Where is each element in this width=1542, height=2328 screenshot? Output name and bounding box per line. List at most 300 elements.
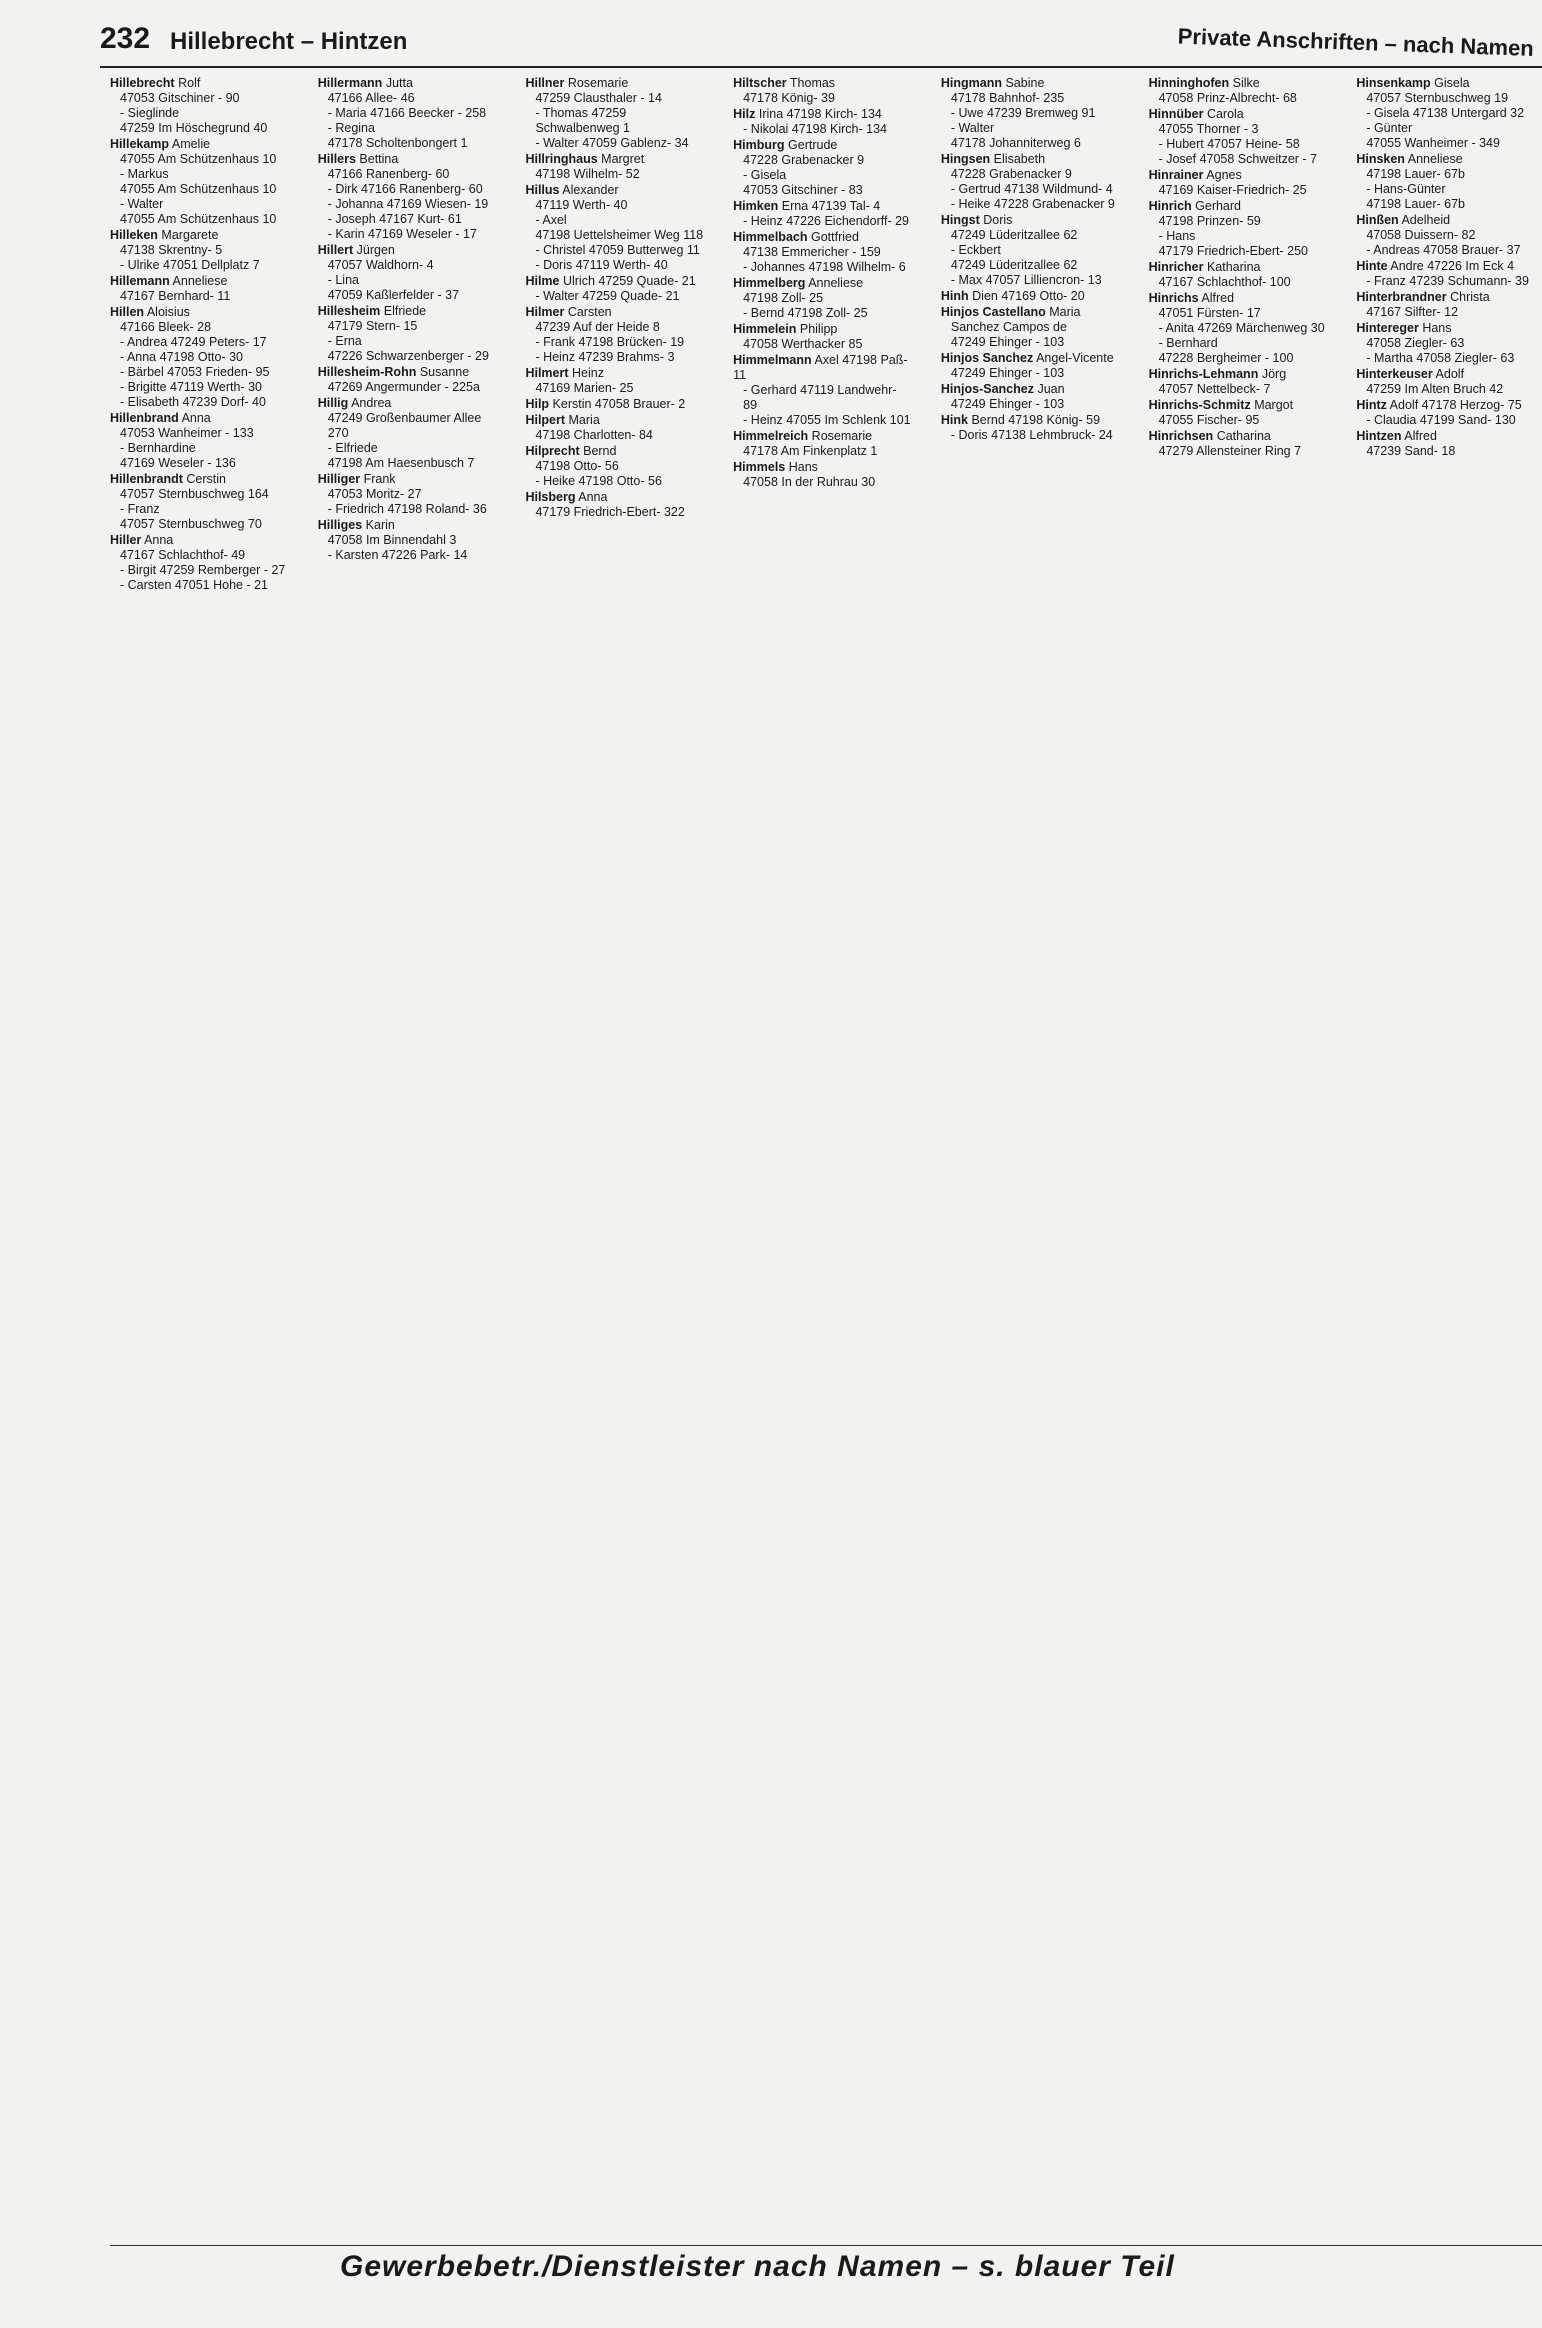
entry-firstname: Andrea (351, 396, 392, 410)
entry-firstname: Adolf 47178 Herzog- 75 (1389, 398, 1522, 412)
entry-firstname: Amelie (171, 137, 211, 151)
entry-address-line: 47198 Prinzen- 59 (1158, 214, 1261, 228)
entry-address-line: - Franz (120, 502, 160, 516)
entry-address-line: - Bernd 47198 Zoll- 25 (743, 306, 868, 320)
entry-address-line: 47053 Wanheimer - 133 (120, 426, 254, 440)
entry-address-line: 47169 Weseler - 136 (120, 456, 236, 470)
entry-address-line: 47057 Sternbuschweg 19 (1366, 91, 1509, 105)
entry-address-line: 47178 Bahnhof- 235 (950, 91, 1065, 105)
entry-surname: Hillus (525, 183, 560, 197)
directory-entry (941, 382, 1119, 412)
entry-firstname: Irina 47198 Kirch- 134 (758, 107, 882, 121)
directory-entry (941, 152, 1119, 212)
entry-address-line: 47198 Lauer- 67b (1366, 167, 1466, 181)
entry-surname: Hingsen (940, 152, 991, 166)
directory-entry (525, 305, 703, 365)
entry-address-line: 47228 Bergheimer - 100 (1158, 351, 1294, 365)
entry-surname: Hinrichs (1148, 291, 1199, 305)
entry-surname: Himmelreich (733, 429, 809, 443)
entry-address-line: 47051 Fürsten- 17 (1158, 306, 1261, 320)
entry-firstname: Rosemarie (567, 76, 629, 90)
entry-address-line: 47179 Friedrich-Ebert- 250 (1158, 244, 1308, 258)
entry-address-line: - Sieglinde (120, 106, 180, 120)
entry-surname: Hillenbrandt (110, 472, 183, 486)
entry-firstname: Anneliese (808, 276, 864, 290)
entry-address-line: 47058 Im Binnendahl 3 (327, 533, 457, 547)
entry-surname: Hinjos Sanchez (940, 351, 1034, 365)
entry-address-line: 47057 Sternbuschweg 70 (120, 517, 262, 531)
directory-entry (941, 351, 1119, 381)
entry-surname: Hinrichs-Schmitz (1148, 398, 1251, 412)
entry-surname: Hinricher (1148, 260, 1204, 274)
entry-surname: Himmelmann (733, 353, 812, 367)
entry-firstname: Elisabeth (993, 152, 1046, 166)
entry-address-line: 47167 Bernhard- 11 (120, 289, 231, 303)
entry-firstname: Margarete (161, 228, 219, 242)
directory-entry (318, 152, 496, 242)
entry-address-line: 47167 Schlachthof- 100 (1158, 275, 1291, 289)
directory-entry (941, 76, 1119, 151)
entry-address-line: 47058 Duissern- 82 (1366, 228, 1476, 242)
entry-surname: Hinsenkamp (1356, 76, 1431, 90)
directory-entry (1356, 429, 1534, 459)
directory-entry (733, 138, 911, 198)
entry-address-line: 47249 Ehinger - 103 (950, 335, 1065, 349)
entry-firstname: Christa (1450, 290, 1490, 304)
entry-firstname: Angel-Vicente (1036, 351, 1114, 365)
directory-entry (525, 76, 703, 151)
entry-address-line: - Axel (535, 213, 567, 227)
entry-firstname: Agnes (1206, 168, 1242, 182)
entry-address-line: - Walter 47059 Gablenz- 34 (535, 136, 689, 150)
entry-address-line: 47259 Im Alten Bruch 42 (1366, 382, 1504, 396)
entry-address-line: - Birgit 47259 Remberger - 27 (120, 563, 286, 577)
entry-firstname: Erna 47139 Tal- 4 (781, 199, 881, 213)
footer-note: Gewerbebetr./Dienstleister nach Namen – s. blauer Teil (340, 2250, 1175, 2283)
entry-firstname: Alfred (1404, 429, 1437, 443)
entry-firstname: Katharina (1206, 260, 1261, 274)
entry-surname: Hillig (317, 396, 349, 410)
entry-address-line: - Elfriede (327, 441, 378, 455)
entry-address-line: - Maria 47166 Beecker - 258 (327, 106, 487, 120)
entry-address-line: 47166 Allee- 46 (327, 91, 415, 105)
entry-surname: Hilliges (317, 518, 363, 532)
entry-surname: Hinrichs-Lehmann (1148, 367, 1259, 381)
directory-entry (941, 305, 1119, 350)
directory-entry (733, 353, 911, 428)
directory-column (110, 76, 288, 2218)
entry-surname: Hingmann (940, 76, 1002, 90)
entry-firstname: Anna (144, 533, 174, 547)
entry-surname: Hilsberg (525, 490, 576, 504)
directory-entry (110, 305, 288, 410)
directory-entry (733, 276, 911, 321)
entry-surname: Hingst (940, 213, 980, 227)
entry-address-line: - Hans-Günter (1366, 182, 1446, 196)
directory-entry (1356, 367, 1534, 397)
entry-address-line: 47228 Grabenacker 9 (743, 153, 865, 167)
entry-surname: Hilliger (317, 472, 361, 486)
directory-entry (318, 304, 496, 364)
entry-address-line: - Max 47057 Lilliencron- 13 (950, 273, 1102, 287)
directory-entry (1149, 199, 1327, 259)
entry-surname: Himburg (733, 138, 785, 152)
directory-entry (110, 137, 288, 227)
entry-address-line: - Heinz 47055 Im Schlenk 101 (743, 413, 911, 427)
directory-entry (1356, 213, 1534, 258)
entry-firstname: Anna (181, 411, 211, 425)
entry-address-line: Sanchez Campos de (950, 320, 1067, 334)
entry-address-line: - Brigitte 47119 Werth- 30 (120, 380, 262, 394)
directory-entry (733, 199, 911, 229)
entry-address-line: - Heinz 47239 Brahms- 3 (535, 350, 675, 364)
directory-entry (941, 289, 1119, 304)
entry-surname: Himmels (733, 460, 786, 474)
entry-address-line: 47167 Schlachthof- 49 (120, 548, 246, 562)
entry-firstname: Adelheid (1401, 213, 1451, 227)
entry-address-line: - Ulrike 47051 Dellplatz 7 (120, 258, 260, 272)
directory-entry (110, 411, 288, 471)
entry-surname: Himken (733, 199, 779, 213)
directory-entry (525, 366, 703, 396)
entry-address-line: - Eckbert (950, 243, 1001, 257)
entry-address-line: 47198 Am Haesenbusch 7 (327, 456, 475, 470)
entry-address-line: 47259 Clausthaler - 14 (535, 91, 662, 105)
entry-firstname: Maria (1049, 305, 1081, 319)
entry-address-line: - Gerhard 47119 Landwehr- 89 (743, 383, 897, 412)
entry-address-line: 47055 Am Schützenhaus 10 (120, 182, 277, 196)
entry-address-line: 47055 Fischer- 95 (1158, 413, 1260, 427)
entry-surname: Hinrichsen (1148, 429, 1214, 443)
entry-address-line: 47058 In der Ruhrau 30 (743, 475, 876, 489)
entry-surname: Hillesheim-Rohn (317, 365, 417, 379)
entry-surname: Hillers (317, 152, 356, 166)
entry-address-line: - Doris 47119 Werth- 40 (535, 258, 668, 272)
directory-entry (1356, 76, 1534, 151)
entry-address-line: - Heike 47198 Otto- 56 (535, 474, 662, 488)
entry-firstname: Jörg (1261, 367, 1287, 381)
entry-surname: Himmelein (733, 322, 797, 336)
entry-firstname: Alexander (562, 183, 619, 197)
directory-entry (525, 183, 703, 273)
entry-surname: Hinßen (1356, 213, 1399, 227)
directory-entry (1149, 168, 1327, 198)
entry-address-line: 47053 Gitschiner - 83 (743, 183, 863, 197)
entry-surname: Hillebrecht (110, 76, 175, 90)
entry-surname: Hinsken (1356, 152, 1405, 166)
entry-address-line: - Erna (327, 334, 362, 348)
directory-entry (318, 472, 496, 517)
entry-surname: Hillner (525, 76, 565, 90)
entry-firstname: Gisela (1434, 76, 1470, 90)
directory-entry (1149, 260, 1327, 290)
entry-firstname: Cerstin (186, 472, 226, 486)
directory-column (1149, 76, 1327, 2218)
directory-entry (525, 397, 703, 412)
entry-surname: Hiltscher (733, 76, 787, 90)
entry-firstname: Margret (601, 152, 645, 166)
entry-address-line: 47059 Kaßlerfelder - 37 (327, 288, 460, 302)
directory-entry (733, 76, 911, 106)
entry-firstname: Andre 47226 Im Eck 4 (1390, 259, 1515, 273)
entry-address-line: - Nikolai 47198 Kirch- 134 (743, 122, 887, 136)
entry-address-line: - Doris 47138 Lehmbruck- 24 (950, 428, 1113, 442)
entry-firstname: Aloisius (146, 305, 190, 319)
entry-address-line: - Andreas 47058 Brauer- 37 (1366, 243, 1521, 257)
entry-address-line: - Thomas 47259 Schwalbenweg 1 (535, 106, 630, 135)
entry-surname: Hilmert (525, 366, 569, 380)
directory-column (525, 76, 703, 2218)
directory-columns (110, 76, 1534, 2218)
directory-entry (1356, 259, 1534, 289)
directory-column (733, 76, 911, 2218)
entry-firstname: Carsten (567, 305, 612, 319)
entry-firstname: Karin (365, 518, 395, 532)
entry-firstname: Margot (1254, 398, 1294, 412)
entry-address-line: 47178 Scholtenbongert 1 (327, 136, 468, 150)
entry-firstname: Jürgen (356, 243, 395, 257)
directory-entry (733, 322, 911, 352)
directory-entry (733, 460, 911, 490)
entry-firstname: Heinz (572, 366, 604, 380)
entry-surname: Hilmer (525, 305, 565, 319)
entry-firstname: Adolf (1435, 367, 1465, 381)
entry-firstname: Anna (578, 490, 608, 504)
page-footer (110, 2245, 1542, 2286)
entry-surname: Hinh (940, 289, 969, 303)
entry-address-line: 47057 Nettelbeck- 7 (1158, 382, 1271, 396)
entry-firstname: Maria (568, 413, 600, 427)
directory-entry (318, 396, 496, 471)
entry-address-line: 47058 Werthacker 85 (743, 337, 863, 351)
entry-address-line: 47166 Bleek- 28 (120, 320, 212, 334)
entry-firstname: Susanne (419, 365, 470, 379)
entry-address-line: - Karsten 47226 Park- 14 (327, 548, 468, 562)
entry-firstname: Sabine (1005, 76, 1045, 90)
entry-address-line: 47178 Am Finkenplatz 1 (743, 444, 878, 458)
entry-surname: Hinnüber (1148, 107, 1204, 121)
directory-entry (1149, 291, 1327, 366)
directory-entry (110, 228, 288, 273)
entry-firstname: Hans (788, 460, 818, 474)
entry-address-line: - Walter (120, 197, 164, 211)
entry-firstname: Bettina (359, 152, 399, 166)
entry-address-line: 47269 Angermunder - 225a (327, 380, 480, 394)
entry-address-line: 47053 Gitschiner - 90 (120, 91, 240, 105)
entry-address-line: - Martha 47058 Ziegler- 63 (1366, 351, 1515, 365)
directory-entry (318, 518, 496, 563)
entry-address-line: 47198 Zoll- 25 (743, 291, 824, 305)
entry-firstname: Silke (1232, 76, 1260, 90)
page-header (100, 18, 1542, 68)
entry-address-line: 47119 Werth- 40 (535, 198, 628, 212)
entry-surname: Himmelberg (733, 276, 806, 290)
entry-address-line: 47249 Ehinger - 103 (950, 366, 1065, 380)
entry-surname: Hinninghofen (1148, 76, 1230, 90)
entry-address-line: 47057 Sternbuschweg 164 (120, 487, 269, 501)
entry-address-line: - Anna 47198 Otto- 30 (120, 350, 244, 364)
entry-surname: Hilz (733, 107, 756, 121)
entry-address-line: 47259 Im Höschegrund 40 (120, 121, 268, 135)
entry-address-line: - Walter 47259 Quade- 21 (535, 289, 680, 303)
entry-firstname: Hans (1422, 321, 1452, 335)
entry-address-line: - Joseph 47167 Kurt- 61 (327, 212, 462, 226)
directory-entry (318, 243, 496, 303)
entry-firstname: Gertrude (788, 138, 838, 152)
directory-entry (1149, 429, 1327, 459)
directory-entry (318, 76, 496, 151)
entry-address-line: 47249 Großenbaumer Allee 270 (327, 411, 482, 440)
directory-entry (110, 472, 288, 532)
entry-address-line: - Walter (950, 121, 995, 135)
directory-entry (1356, 152, 1534, 212)
entry-address-line: - Gertrud 47138 Wildmund- 4 (950, 182, 1113, 196)
entry-address-line: - Dirk 47166 Ranenberg- 60 (327, 182, 483, 196)
entry-surname: Hilme (525, 274, 560, 288)
directory-entry (525, 490, 703, 520)
entry-surname: Hillert (317, 243, 354, 257)
entry-address-line: 47138 Skrentny- 5 (120, 243, 223, 257)
entry-firstname: Anneliese (172, 274, 228, 288)
entry-firstname: Anneliese (1407, 152, 1463, 166)
entry-surname: Himmelbach (733, 230, 808, 244)
entry-surname: Hillenbrand (110, 411, 179, 425)
entry-address-line: 47198 Uettelsheimer Weg 118 (535, 228, 704, 242)
entry-firstname: Rolf (178, 76, 201, 90)
directory-column (318, 76, 496, 2218)
entry-address-line: - Friedrich 47198 Roland- 36 (327, 502, 487, 516)
entry-surname: Hillesheim (317, 304, 381, 318)
entry-firstname: Bernd (583, 444, 617, 458)
entry-address-line: - Andrea 47249 Peters- 17 (120, 335, 267, 349)
entry-firstname: Doris (983, 213, 1013, 227)
entry-surname: Hintereger (1356, 321, 1419, 335)
entry-address-line: - Markus (120, 167, 169, 181)
entry-firstname: Jutta (385, 76, 413, 90)
entry-address-line: 47228 Grabenacker 9 (950, 167, 1072, 181)
entry-address-line: - Karin 47169 Weseler - 17 (327, 227, 477, 241)
entry-address-line: - Günter (1366, 121, 1413, 135)
entry-surname: Hillemann (110, 274, 170, 288)
entry-address-line: 47198 Charlotten- 84 (535, 428, 653, 442)
entry-surname: Hilprecht (525, 444, 580, 458)
entry-address-line: - Hans (1158, 229, 1196, 243)
entry-address-line: 47055 Thorner - 3 (1158, 122, 1259, 136)
entry-address-line: - Lina (327, 273, 359, 287)
entry-address-line: 47166 Ranenberg- 60 (327, 167, 450, 181)
entry-surname: Hinterbrandner (1356, 290, 1447, 304)
entry-surname: Hilleken (110, 228, 158, 242)
directory-entry (1356, 290, 1534, 320)
entry-firstname: Frank (363, 472, 396, 486)
entry-surname: Hinrainer (1148, 168, 1204, 182)
entry-surname: Hintzen (1356, 429, 1402, 443)
entry-firstname: Bernd 47198 König- 59 (971, 413, 1101, 427)
entry-surname: Hillringhaus (525, 152, 598, 166)
entry-address-line: 47249 Lüderitzallee 62 (950, 228, 1078, 242)
entry-address-line: 47198 Otto- 56 (535, 459, 619, 473)
entry-address-line: - Carsten 47051 Hohe - 21 (120, 578, 269, 592)
entry-address-line: - Claudia 47199 Sand- 130 (1366, 413, 1516, 427)
entry-address-line: - Christel 47059 Butterweg 11 (535, 243, 700, 257)
entry-firstname: Juan (1037, 382, 1065, 396)
entry-address-line: 47239 Auf der Heide 8 (535, 320, 660, 334)
entry-surname: Hinjos Castellano (940, 305, 1046, 319)
directory-entry (1149, 107, 1327, 167)
entry-address-line: 47179 Friedrich-Ebert- 322 (535, 505, 685, 519)
entry-address-line: 47178 König- 39 (743, 91, 835, 105)
directory-entry (733, 230, 911, 275)
directory-entry (525, 274, 703, 304)
entry-address-line: 47178 Johanniterweg 6 (950, 136, 1081, 150)
directory-entry (1149, 76, 1327, 106)
entry-firstname: Gerhard (1195, 199, 1241, 213)
entry-firstname: Thomas (789, 76, 836, 90)
entry-surname: Hink (940, 413, 968, 427)
entry-address-line: 47058 Ziegler- 63 (1366, 336, 1465, 350)
page-number: 232 (100, 22, 151, 55)
entry-firstname: Dien 47169 Otto- 20 (972, 289, 1085, 303)
entry-address-line: 47053 Moritz- 27 (327, 487, 422, 501)
entry-address-line: 47198 Lauer- 67b (1366, 197, 1466, 211)
directory-entry (941, 413, 1119, 443)
entry-firstname: Alfred (1201, 291, 1235, 305)
entry-surname: Hilpert (525, 413, 566, 427)
directory-entry (733, 429, 911, 459)
entry-address-line: 47249 Lüderitzallee 62 (950, 258, 1078, 272)
entry-address-line: 47226 Schwarzenberger - 29 (327, 349, 489, 363)
entry-address-line: - Johanna 47169 Wiesen- 19 (327, 197, 489, 211)
entry-firstname: Philipp (799, 322, 838, 336)
entry-address-line: - Johannes 47198 Wilhelm- 6 (743, 260, 906, 274)
directory-column (1356, 76, 1534, 2218)
entry-surname: Hillermann (317, 76, 383, 90)
entry-address-line: 47138 Emmericher - 159 (743, 245, 881, 259)
entry-address-line: - Josef 47058 Schweitzer - 7 (1158, 152, 1318, 166)
entry-firstname: Kerstin 47058 Brauer- 2 (552, 397, 686, 411)
entry-firstname: Elfriede (383, 304, 427, 318)
entry-surname: Hintz (1356, 398, 1387, 412)
entry-firstname: Catharina (1216, 429, 1271, 443)
entry-firstname: Rosemarie (811, 429, 873, 443)
directory-entry (110, 76, 288, 136)
directory-entry (1149, 398, 1327, 428)
directory-column (941, 76, 1119, 2218)
entry-address-line: 47058 Prinz-Albrecht- 68 (1158, 91, 1297, 105)
entry-surname: Hiller (110, 533, 142, 547)
directory-entry (525, 444, 703, 489)
page-title: Hillebrecht – Hintzen (170, 28, 408, 55)
entry-address-line: - Uwe 47239 Bremweg 91 (950, 106, 1096, 120)
entry-surname: Hinrich (1148, 199, 1192, 213)
entry-address-line: 47279 Allensteiner Ring 7 (1158, 444, 1302, 458)
entry-address-line: 47167 Silfter- 12 (1366, 305, 1459, 319)
entry-address-line: 47198 Wilhelm- 52 (535, 167, 640, 181)
entry-surname: Hinte (1356, 259, 1388, 273)
entry-surname: Hilp (525, 397, 550, 411)
entry-address-line: - Gisela (743, 168, 787, 182)
entry-address-line: - Hubert 47057 Heine- 58 (1158, 137, 1300, 151)
entry-address-line: - Heinz 47226 Eichendorff- 29 (743, 214, 910, 228)
entry-surname: Hinterkeuser (1356, 367, 1433, 381)
entry-address-line: 47169 Marien- 25 (535, 381, 634, 395)
entry-address-line: - Elisabeth 47239 Dorf- 40 (120, 395, 266, 409)
directory-entry (525, 413, 703, 443)
entry-address-line: 47057 Waldhorn- 4 (327, 258, 434, 272)
entry-address-line: 47169 Kaiser-Friedrich- 25 (1158, 183, 1307, 197)
directory-entry (1356, 321, 1534, 366)
entry-firstname: Axel 47198 Paß- 11 (733, 353, 908, 382)
